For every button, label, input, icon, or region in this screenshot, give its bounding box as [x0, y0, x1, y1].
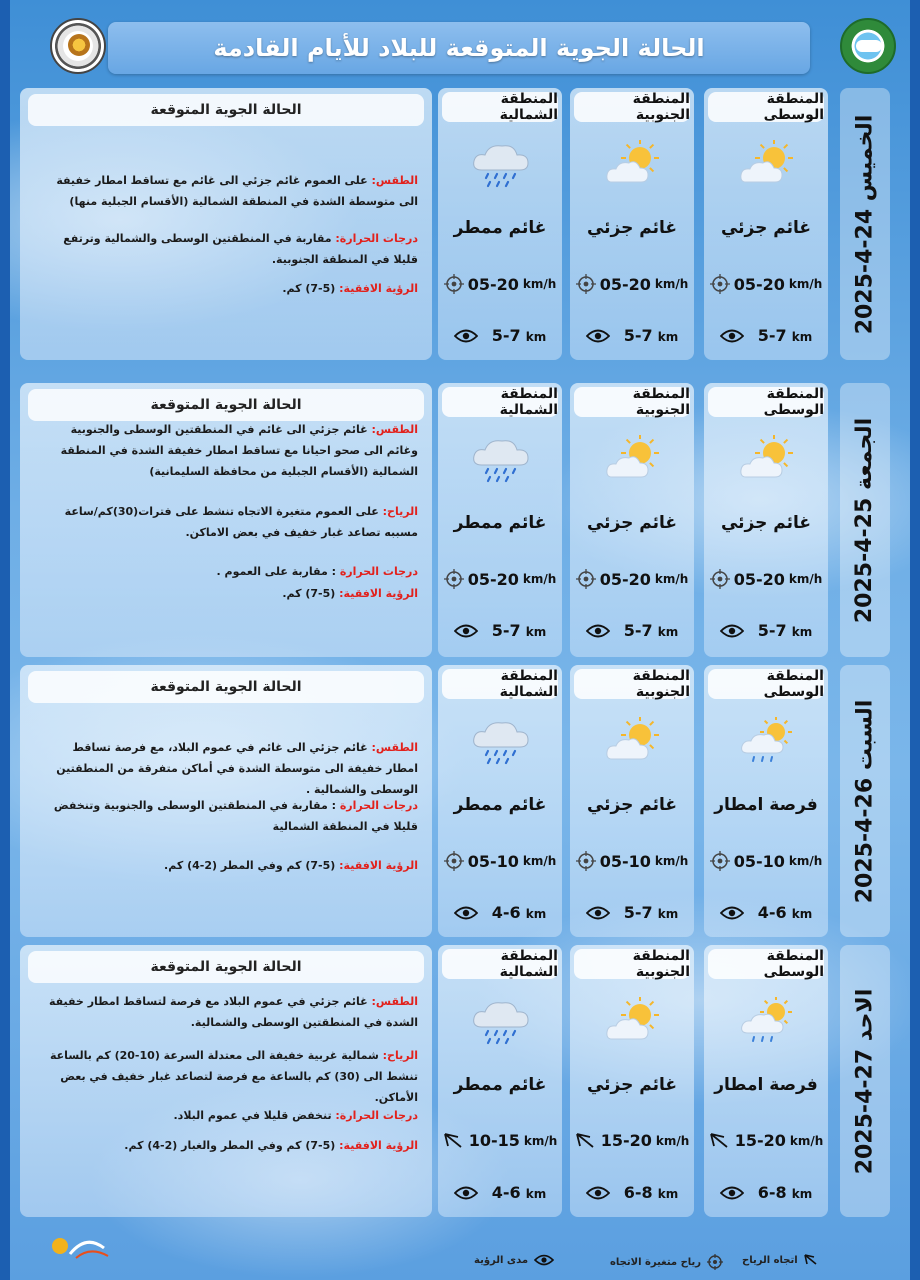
visibility-readout [570, 1183, 694, 1202]
partly-cloudy-icon [602, 435, 666, 485]
wind-readout [570, 569, 694, 589]
panel-title: الحالة الجوية المتوقعة [150, 102, 302, 118]
paragraph-text: (5-7) كم. [282, 282, 340, 295]
wind-readout [570, 851, 694, 871]
region-name: المنطقة الجنوبية [632, 91, 690, 123]
forecast-paragraph [38, 855, 418, 876]
eye-icon [454, 329, 478, 343]
date-text: السبت 26-4-2025 [852, 699, 878, 903]
visibility-unit: km [791, 1187, 813, 1201]
condition-text: غائم جزئي [720, 218, 812, 238]
visibility-readout [570, 621, 694, 640]
visibility-unit: km [791, 907, 813, 921]
wind-readout [438, 569, 562, 589]
paragraph-label: الرؤية الافقية: [339, 282, 418, 295]
visibility-readout [570, 326, 694, 345]
paragraph-label: الرؤية الافقية: [339, 859, 418, 872]
visibility-readout [704, 326, 828, 345]
paragraph-text: على العموم غائم جزئي الى غائم مع تساقط امطار خفيفة الى متوسطة الشدة في المنطقة الشمالية (الأقسام الجبلية منها) [56, 174, 418, 208]
wind-unit: km/h [654, 854, 689, 868]
eye-icon [454, 1186, 478, 1200]
wind-value: 05-20 [599, 274, 651, 294]
condition-text: غائم ممطر [453, 218, 547, 238]
eye-icon [720, 1186, 744, 1200]
paragraph-label: درجات الحرارة: [335, 1109, 418, 1122]
visibility-readout [438, 1183, 562, 1202]
forecast-description-panel [20, 665, 432, 937]
paragraph-text: تنخفض قليلا في عموم البلاد. [173, 1109, 336, 1122]
paragraph-text: (5-7) كم وفي المطر (2-4) كم. [164, 859, 340, 872]
weather-icon-wrap [602, 717, 666, 767]
variable-wind-icon [444, 851, 464, 871]
region-name: المنطقة الشمالية [499, 668, 558, 700]
meteorological-authority-logo-icon [50, 18, 106, 74]
weather-icon-wrap [736, 140, 800, 190]
region-card [570, 665, 694, 937]
wind-value: 05-20 [733, 569, 785, 589]
paragraph-label: الرياح: [382, 505, 418, 518]
wind-value: 10-15 [468, 1131, 520, 1150]
visibility-unit: km [657, 1187, 679, 1201]
wind-direction-arrow-icon [443, 1132, 465, 1150]
variable-wind-icon [444, 569, 464, 589]
visibility-unit: km [657, 625, 679, 639]
forecast-paragraph [38, 991, 418, 1033]
forecast-paragraph [38, 1135, 418, 1156]
condition-text: غائم جزئي [586, 513, 678, 533]
wind-readout [570, 274, 694, 294]
weather-icon-wrap [736, 435, 800, 485]
region-header [574, 387, 690, 417]
region-header [442, 669, 558, 699]
region-name: المنطقة الوسطى [763, 91, 824, 123]
rain-cloud-icon [470, 435, 534, 485]
forecast-paragraph [38, 561, 418, 582]
weather-icon-wrap [470, 717, 534, 767]
visibility-value: 5-7 [623, 621, 653, 640]
visibility-value: 5-7 [623, 326, 653, 345]
region-header [708, 387, 824, 417]
forecast-paragraph [38, 419, 418, 482]
legend-wind-direction [742, 1254, 818, 1266]
forecast-description-panel [20, 88, 432, 360]
region-header [442, 387, 558, 417]
condition-text: غائم ممطر [453, 513, 547, 533]
panel-title: الحالة الجوية المتوقعة [150, 397, 302, 413]
date-text: الخميس 24-4-2025 [852, 114, 878, 334]
eye-icon [720, 906, 744, 920]
paragraph-label: درجات الحرارة: [335, 232, 418, 245]
wind-unit: km/h [788, 854, 823, 868]
wind-readout [570, 1131, 694, 1150]
visibility-readout [570, 903, 694, 922]
visibility-readout [704, 621, 828, 640]
paragraph-text: غائم جزئي الى غائم في عموم البلاد، مع فرصة تساقط امطار خفيفة الى متوسطة الشدة في أماكن متفرقة من المنطقتين الوسطى والشمالية . [56, 741, 418, 796]
wind-unit: km/h [788, 277, 823, 291]
page-title-bar [108, 22, 810, 74]
region-header [574, 669, 690, 699]
paragraph-label: درجات الحرارة [339, 565, 418, 578]
visibility-unit: km [525, 907, 547, 921]
paragraph-label: الطقس: [371, 995, 418, 1008]
rain-cloud-icon [470, 140, 534, 190]
visibility-unit: km [791, 625, 813, 639]
region-header [442, 949, 558, 979]
legend-label: مدى الرؤية [474, 1254, 529, 1266]
paragraph-label: الرؤية الافقية: [339, 1139, 418, 1152]
weather-icon-wrap [736, 997, 800, 1047]
watermark-logo-icon [46, 1224, 116, 1264]
chance-of-rain-icon [736, 997, 800, 1047]
region-header [708, 92, 824, 122]
forecast-paragraph [38, 1105, 418, 1126]
eye-icon [586, 1186, 610, 1200]
weather-icon-wrap [470, 140, 534, 190]
day-row [20, 88, 878, 360]
panel-header [28, 389, 424, 421]
wind-value: 05-10 [467, 851, 519, 871]
variable-wind-icon [710, 851, 730, 871]
day-date-label [840, 945, 890, 1217]
region-name: المنطقة الجنوبية [632, 948, 690, 980]
paragraph-text: : مقاربة على العموم . [216, 565, 340, 578]
panel-header [28, 94, 424, 126]
wind-unit: km/h [522, 277, 557, 291]
legend-visibility [474, 1254, 554, 1266]
condition-text: فرصة امطار [714, 795, 818, 815]
weather-icon-wrap [602, 140, 666, 190]
paragraph-label: الرؤية الافقية: [339, 587, 418, 600]
day-row [20, 383, 878, 657]
visibility-value: 5-7 [491, 326, 521, 345]
date-text: الاحد 27-4-2025 [852, 988, 878, 1174]
visibility-readout [438, 621, 562, 640]
visibility-readout [704, 903, 828, 922]
region-name: المنطقة الجنوبية [632, 668, 690, 700]
region-name: المنطقة الشمالية [499, 948, 558, 980]
day-row [20, 945, 878, 1217]
variable-wind-icon [710, 274, 730, 294]
visibility-value: 5-7 [757, 326, 787, 345]
paragraph-label: الطقس: [371, 423, 418, 436]
condition-text: غائم ممطر [453, 1075, 547, 1095]
wind-unit: km/h [655, 1133, 690, 1148]
region-header [708, 669, 824, 699]
forecast-paragraph [38, 795, 418, 837]
region-header [574, 92, 690, 122]
condition-text: غائم جزئي [586, 795, 678, 815]
forecast-paragraph [38, 737, 418, 800]
wind-value: 05-10 [733, 851, 785, 871]
region-header [574, 949, 690, 979]
wind-unit: km/h [522, 572, 557, 586]
weather-icon-wrap [736, 717, 800, 767]
variable-wind-icon [576, 569, 596, 589]
wind-value: 05-20 [467, 569, 519, 589]
visibility-value: 4-6 [491, 903, 521, 922]
panel-header [28, 951, 424, 983]
wind-value: 15-20 [600, 1131, 652, 1150]
visibility-value: 5-7 [491, 621, 521, 640]
paragraph-label: الطقس: [371, 174, 418, 187]
forecast-paragraph [38, 1045, 418, 1108]
legend [0, 1240, 920, 1280]
region-card [438, 665, 562, 937]
wind-readout [438, 851, 562, 871]
region-name: المنطقة الجنوبية [632, 386, 690, 418]
wind-readout [704, 1131, 828, 1150]
wind-readout [438, 1131, 562, 1150]
visibility-value: 5-7 [757, 621, 787, 640]
partly-cloudy-icon [602, 997, 666, 1047]
paragraph-text: شمالية غربية خفيفة الى معتدلة السرعة (10-20) كم بالساعة تنشط الى (30) كم بالساعة مع فرصة لتصاعد غبار خفيف في بعض الأماكن. [50, 1049, 418, 1104]
eye-icon [720, 329, 744, 343]
wind-direction-arrow-icon [804, 1254, 818, 1266]
variable-wind-icon [576, 274, 596, 294]
paragraph-text: غائم جزئي الى غائم في المنطقتين الوسطى والجنوبية وغائم الى صحو احيانا مع تساقط امطار خفيفة الشدة في المنطقة الشمالية (الأقسام الجبلية من محافظة السليمانية) [60, 423, 418, 478]
wind-readout [704, 274, 828, 294]
wind-direction-arrow-icon [709, 1132, 731, 1150]
day-date-label [840, 665, 890, 937]
visibility-value: 6-8 [623, 1183, 653, 1202]
paragraph-text: مقاربة في المنطقتين الوسطى والشمالية وترتفع قليلا في المنطقة الجنوبية. [63, 232, 418, 266]
weather-icon-wrap [470, 997, 534, 1047]
visibility-unit: km [657, 330, 679, 344]
region-name: المنطقة الشمالية [499, 386, 558, 418]
region-card [704, 383, 828, 657]
region-card [704, 88, 828, 360]
weather-icon-wrap [602, 997, 666, 1047]
visibility-value: 5-7 [623, 903, 653, 922]
weather-icon-wrap [602, 435, 666, 485]
paragraph-label: درجات الحرارة [339, 799, 418, 812]
weather-icon-wrap [470, 435, 534, 485]
variable-wind-icon [707, 1254, 723, 1270]
eye-icon [534, 1254, 554, 1266]
wind-unit: km/h [523, 1133, 558, 1148]
visibility-readout [438, 903, 562, 922]
wind-unit: km/h [654, 277, 689, 291]
variable-wind-icon [710, 569, 730, 589]
visibility-value: 4-6 [757, 903, 787, 922]
partly-cloudy-icon [602, 140, 666, 190]
region-header [708, 949, 824, 979]
eye-icon [454, 906, 478, 920]
wind-unit: km/h [654, 572, 689, 586]
forecast-description-panel [20, 945, 432, 1217]
forecast-paragraph [38, 278, 418, 299]
wind-value: 05-20 [599, 569, 651, 589]
condition-text: غائم ممطر [453, 795, 547, 815]
eye-icon [586, 906, 610, 920]
region-card [438, 945, 562, 1217]
legend-variable-wind [610, 1254, 723, 1270]
region-name: المنطقة الوسطى [763, 948, 824, 980]
region-name: المنطقة الوسطى [763, 386, 824, 418]
region-card [570, 383, 694, 657]
wind-unit: km/h [522, 854, 557, 868]
region-card [438, 383, 562, 657]
forecast-paragraph [38, 501, 418, 543]
condition-text: غائم جزئي [586, 218, 678, 238]
variable-wind-icon [576, 851, 596, 871]
forecast-description-panel [20, 383, 432, 657]
paragraph-text: : مقاربة في المنطقتين الوسطى والجنوبية وتنخفض قليلا في المنطقة الشمالية [53, 799, 418, 833]
variable-wind-icon [444, 274, 464, 294]
condition-text: غائم جزئي [720, 513, 812, 533]
visibility-readout [704, 1183, 828, 1202]
wind-readout [704, 569, 828, 589]
eye-icon [454, 624, 478, 638]
condition-text: غائم جزئي [586, 1075, 678, 1095]
day-date-label [840, 383, 890, 657]
region-header [442, 92, 558, 122]
day-row [20, 665, 878, 937]
partly-cloudy-icon [602, 717, 666, 767]
forecast-paragraph [38, 170, 418, 212]
wind-readout [704, 851, 828, 871]
day-date-label [840, 88, 890, 360]
visibility-value: 4-6 [491, 1183, 521, 1202]
rain-cloud-icon [470, 997, 534, 1047]
region-card [570, 88, 694, 360]
paragraph-label: الطقس: [371, 741, 418, 754]
eye-icon [586, 624, 610, 638]
visibility-readout [438, 326, 562, 345]
date-text: الجمعة 25-4-2025 [852, 417, 878, 623]
visibility-unit: km [657, 907, 679, 921]
region-name: المنطقة الشمالية [499, 91, 558, 123]
wind-value: 05-20 [733, 274, 785, 294]
wind-unit: km/h [789, 1133, 824, 1148]
region-name: المنطقة الوسطى [763, 668, 824, 700]
chance-of-rain-icon [736, 717, 800, 767]
wind-readout [438, 274, 562, 294]
paragraph-text: غائم جزئي في عموم البلاد مع فرصة لتساقط امطار خفيفة الشدة في المنطقتين الوسطى والشمالية. [48, 995, 418, 1029]
eye-icon [720, 624, 744, 638]
paragraph-label: الرياح: [382, 1049, 418, 1062]
condition-text: فرصة امطار [714, 1075, 818, 1095]
wind-direction-arrow-icon [575, 1132, 597, 1150]
forecast-paragraph [38, 583, 418, 604]
region-card [704, 945, 828, 1217]
paragraph-text: (5-7) كم. [282, 587, 340, 600]
partly-cloudy-icon [736, 140, 800, 190]
legend-label: رياح متغيرة الاتجاه [610, 1256, 702, 1268]
rain-cloud-icon [470, 717, 534, 767]
visibility-value: 6-8 [757, 1183, 787, 1202]
forecast-paragraph [38, 228, 418, 270]
partly-cloudy-icon [736, 435, 800, 485]
panel-title: الحالة الجوية المتوقعة [150, 679, 302, 695]
region-card [438, 88, 562, 360]
panel-title: الحالة الجوية المتوقعة [150, 959, 302, 975]
region-card [570, 945, 694, 1217]
wind-value: 05-20 [467, 274, 519, 294]
wind-unit: km/h [788, 572, 823, 586]
legend-label: اتجاه الرياح [742, 1254, 798, 1266]
ministry-logo-icon [840, 18, 896, 74]
panel-header [28, 671, 424, 703]
wind-value: 15-20 [734, 1131, 786, 1150]
eye-icon [586, 329, 610, 343]
visibility-unit: km [525, 330, 547, 344]
wind-value: 05-10 [599, 851, 651, 871]
paragraph-text: (5-7) كم وفي المطر والغبار (2-4) كم. [124, 1139, 340, 1152]
visibility-unit: km [525, 625, 547, 639]
visibility-unit: km [525, 1187, 547, 1201]
page-title: الحالة الجوية المتوقعة للبلاد للأيام القادمة [213, 34, 705, 62]
region-card [704, 665, 828, 937]
visibility-unit: km [791, 330, 813, 344]
paragraph-text: على العموم متغيرة الاتجاه تنشط على فترات(30)كم/ساعة مسببه تصاعد غبار خفيف في بعض الاماكن. [64, 505, 418, 539]
